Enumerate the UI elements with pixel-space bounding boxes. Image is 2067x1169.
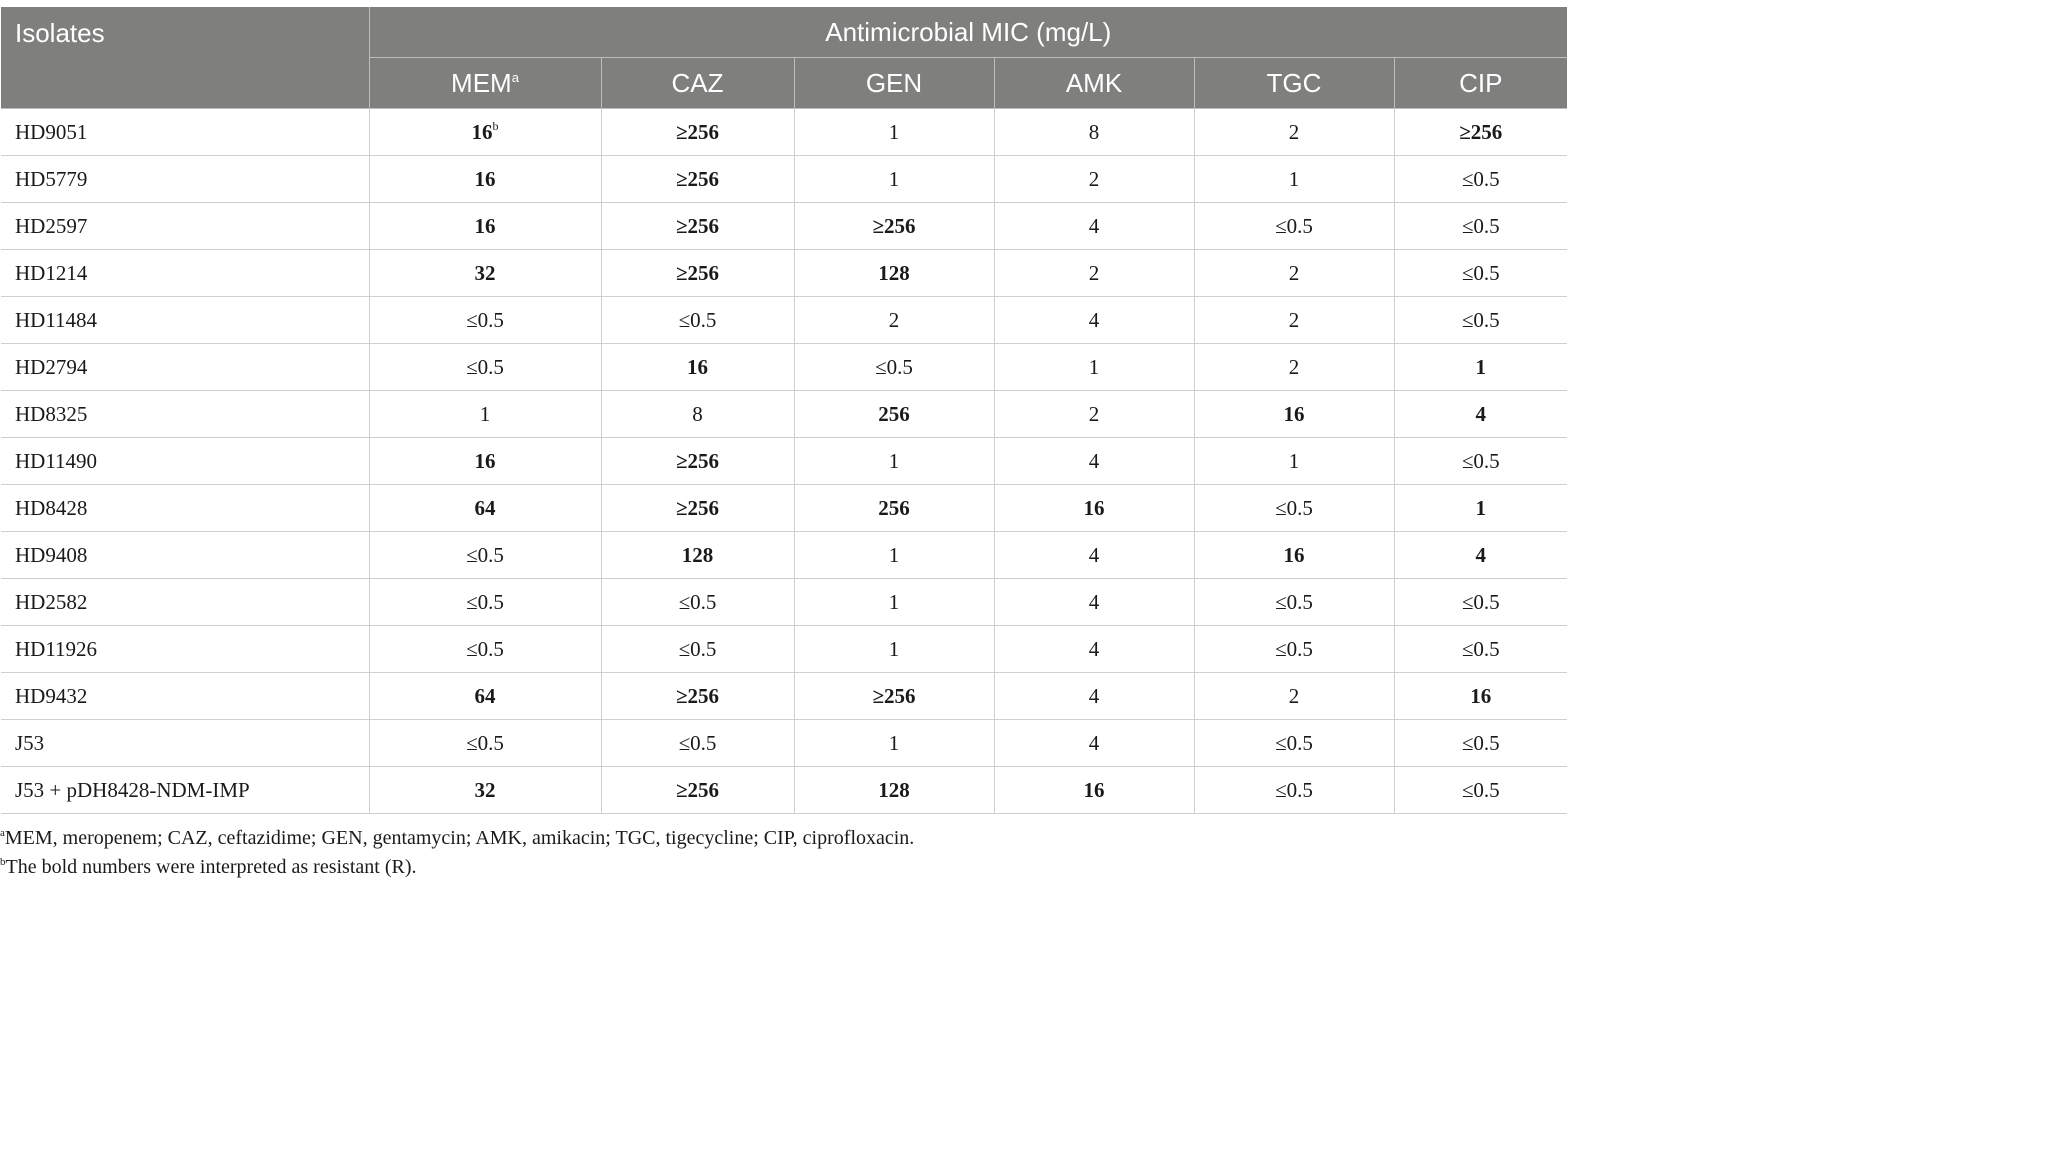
mic-value-cell xyxy=(369,203,601,250)
mic-value: 2 xyxy=(888,307,900,332)
mic-value: ≥256 xyxy=(675,166,720,191)
table-row xyxy=(1,720,1567,767)
table-row xyxy=(1,203,1567,250)
footnote-text: The bold numbers were interpreted as resistant (R). xyxy=(5,856,417,878)
mic-value: ≥256 xyxy=(675,119,720,144)
table-header xyxy=(1,7,1567,109)
mic-value-cell xyxy=(1394,720,1567,767)
mic-value: ≤0.5 xyxy=(1461,213,1500,238)
table-row xyxy=(1,626,1567,673)
mic-value: 2 xyxy=(1288,260,1300,285)
mic-value-cell xyxy=(1394,579,1567,626)
mic-value-cell xyxy=(994,485,1194,532)
isolate-cell: J53 + pDH8428-NDM-IMP xyxy=(1,767,369,814)
mic-value-cell xyxy=(794,203,994,250)
mic-value-cell xyxy=(369,767,601,814)
mic-value-cell xyxy=(369,297,601,344)
mic-value: 1 xyxy=(888,730,900,755)
mic-value-cell xyxy=(1194,203,1394,250)
isolate-cell: HD8428 xyxy=(1,485,369,532)
mic-value-cell xyxy=(1394,438,1567,485)
mic-value: 4 xyxy=(1088,589,1100,614)
mic-value: 256 xyxy=(878,495,910,520)
column-header-label: AMK xyxy=(1065,67,1123,98)
footnote-marker: b xyxy=(0,856,6,868)
mic-value-cell xyxy=(794,579,994,626)
mic-value: 128 xyxy=(878,260,910,285)
mic-value-cell xyxy=(994,391,1194,438)
mic-value: ≥256 xyxy=(1459,119,1503,144)
mic-value-cell xyxy=(994,297,1194,344)
isolate-cell: HD11926 xyxy=(1,626,369,673)
mic-value-cell xyxy=(1194,297,1394,344)
mic-value: 2 xyxy=(1088,401,1100,426)
table-row xyxy=(1,297,1567,344)
mic-value: 2 xyxy=(1088,166,1100,191)
mic-value-cell xyxy=(994,250,1194,297)
mic-value-cell xyxy=(369,156,601,203)
table-footnotes xyxy=(0,824,1560,882)
mic-value-cell xyxy=(1194,626,1394,673)
mic-value-cell xyxy=(1194,673,1394,720)
mic-value-cell xyxy=(369,579,601,626)
mic-value-cell xyxy=(369,344,601,391)
mic-value: 8 xyxy=(1088,119,1100,144)
mic-value: 1 xyxy=(888,448,900,473)
mic-value-cell xyxy=(1194,767,1394,814)
column-header-gen xyxy=(794,58,994,109)
isolate-cell: HD9051 xyxy=(1,109,369,156)
mic-value-cell xyxy=(794,250,994,297)
column-header-label: CIP xyxy=(1459,67,1503,98)
mic-value: 64 xyxy=(474,495,496,520)
mic-value-cell xyxy=(601,344,794,391)
mic-value-cell xyxy=(1194,391,1394,438)
column-header-label: MEM xyxy=(451,67,512,98)
mic-value-cell xyxy=(1394,109,1567,156)
mic-value: ≤0.5 xyxy=(1461,307,1500,332)
mic-value: 1 xyxy=(1475,354,1487,379)
mic-value-cell xyxy=(601,626,794,673)
mic-value-cell xyxy=(601,673,794,720)
mic-value: ≤0.5 xyxy=(1275,495,1313,520)
mic-value-cell xyxy=(1394,485,1567,532)
table-row xyxy=(1,485,1567,532)
mic-value-cell xyxy=(601,438,794,485)
mic-value-cell xyxy=(601,767,794,814)
table-row xyxy=(1,532,1567,579)
mic-value-cell xyxy=(369,626,601,673)
column-header-amk xyxy=(994,58,1194,109)
mic-value-cell xyxy=(794,720,994,767)
table-row xyxy=(1,344,1567,391)
column-header-tgc xyxy=(1194,58,1394,109)
mic-value: ≤0.5 xyxy=(466,307,504,332)
mic-value-cell xyxy=(601,579,794,626)
mic-value: 1 xyxy=(479,401,491,426)
footnote xyxy=(0,853,1560,882)
mic-value: 8 xyxy=(692,401,703,426)
mic-value-cell xyxy=(1194,438,1394,485)
mic-value-cell xyxy=(994,532,1194,579)
mic-value-cell xyxy=(1194,579,1394,626)
mic-value-cell xyxy=(601,156,794,203)
mic-value: ≥256 xyxy=(675,260,720,285)
column-header-label: GEN xyxy=(865,67,923,98)
mic-value: 128 xyxy=(878,777,910,802)
mic-value-cell xyxy=(601,485,794,532)
mic-value-cell xyxy=(1394,532,1567,579)
mic-value-cell xyxy=(794,626,994,673)
mic-value-cell xyxy=(794,438,994,485)
mic-value: ≤0.5 xyxy=(678,307,717,332)
mic-value: 4 xyxy=(1088,307,1100,332)
header-row-group xyxy=(1,7,1567,58)
mic-value-cell xyxy=(794,109,994,156)
mic-value: 16 xyxy=(474,448,496,473)
mic-value-cell xyxy=(994,673,1194,720)
mic-value: ≥256 xyxy=(675,495,720,520)
table-row xyxy=(1,109,1567,156)
mic-value-cell xyxy=(1394,250,1567,297)
mic-value: 16 xyxy=(1283,542,1305,567)
mic-value: 2 xyxy=(1288,119,1300,144)
isolates-header: Isolates xyxy=(1,7,369,109)
mic-value-cell xyxy=(601,250,794,297)
mic-value: ≥256 xyxy=(872,213,916,238)
mic-value-cell xyxy=(794,767,994,814)
mic-value-cell xyxy=(369,250,601,297)
mic-value-cell xyxy=(1194,532,1394,579)
mic-value-cell xyxy=(1194,344,1394,391)
mic-value-cell xyxy=(1394,297,1567,344)
mic-value: 1 xyxy=(888,542,900,567)
mic-value: ≤0.5 xyxy=(1275,589,1313,614)
footnote-marker: b xyxy=(492,118,499,133)
table-row xyxy=(1,579,1567,626)
footnote xyxy=(0,824,1560,853)
mic-value-cell xyxy=(1394,626,1567,673)
mic-value: 2 xyxy=(1288,307,1300,332)
mic-value: ≤0.5 xyxy=(1461,260,1500,285)
mic-value: ≤0.5 xyxy=(466,730,504,755)
isolate-cell: HD8325 xyxy=(1,391,369,438)
mic-value-cell xyxy=(994,344,1194,391)
column-header-label: TGC xyxy=(1266,67,1322,98)
mic-value: ≥256 xyxy=(872,683,916,708)
mic-value-cell xyxy=(1394,344,1567,391)
mic-value: ≥256 xyxy=(675,777,720,802)
mic-value-cell xyxy=(601,720,794,767)
mic-value-cell xyxy=(601,297,794,344)
mic-value-cell xyxy=(794,485,994,532)
isolate-cell: HD1214 xyxy=(1,250,369,297)
mic-value: ≤0.5 xyxy=(1275,730,1313,755)
mic-value: 1 xyxy=(1475,495,1487,520)
mic-value: 4 xyxy=(1088,448,1100,473)
mic-value: 1 xyxy=(888,589,900,614)
mic-value: ≤0.5 xyxy=(1461,730,1500,755)
mic-value: ≤0.5 xyxy=(1461,166,1500,191)
mic-value-cell xyxy=(1394,203,1567,250)
mic-value-cell xyxy=(1394,156,1567,203)
mic-value: 128 xyxy=(681,542,714,567)
mic-value-cell xyxy=(1194,250,1394,297)
mic-value-cell xyxy=(994,438,1194,485)
mic-value: 32 xyxy=(474,260,496,285)
mic-value: 256 xyxy=(878,401,910,426)
mic-value: ≥256 xyxy=(675,683,720,708)
isolate-cell: HD11484 xyxy=(1,297,369,344)
isolate-cell: HD9408 xyxy=(1,532,369,579)
mic-value: 2 xyxy=(1288,354,1300,379)
mic-value: 16 xyxy=(1470,683,1492,708)
isolate-cell: J53 xyxy=(1,720,369,767)
mic-value: 16 xyxy=(471,119,493,144)
mic-value-cell xyxy=(1394,391,1567,438)
mic-value: ≤0.5 xyxy=(466,542,504,567)
mic-value-cell xyxy=(994,767,1194,814)
footnote-text: MEM, meropenem; CAZ, ceftazidime; GEN, gentamycin; AMK, amikacin; TGC, tigecycline; CIP, ciprofloxacin. xyxy=(4,827,915,849)
mic-value: ≤0.5 xyxy=(1275,636,1313,661)
isolate-cell: HD11490 xyxy=(1,438,369,485)
mic-value: ≤0.5 xyxy=(1275,777,1313,802)
mic-value-cell xyxy=(369,109,601,156)
mic-value: 16 xyxy=(474,213,496,238)
mic-value: 1 xyxy=(1288,166,1300,191)
mic-value-cell xyxy=(601,391,794,438)
mic-value-cell xyxy=(601,109,794,156)
mic-value: ≤0.5 xyxy=(1461,448,1500,473)
mic-value: ≤0.5 xyxy=(1461,777,1500,802)
mic-value: 1 xyxy=(1088,354,1100,379)
mic-value: ≤0.5 xyxy=(1275,213,1313,238)
mic-value: ≤0.5 xyxy=(678,589,717,614)
isolate-cell: HD2794 xyxy=(1,344,369,391)
table-row xyxy=(1,391,1567,438)
isolate-cell: HD2582 xyxy=(1,579,369,626)
mic-value-cell xyxy=(994,109,1194,156)
mic-value: 4 xyxy=(1088,683,1100,708)
mic-value: 2 xyxy=(1088,260,1100,285)
mic-value-cell xyxy=(794,673,994,720)
footnote-marker: a xyxy=(511,69,519,85)
column-header-mem xyxy=(369,58,601,109)
mic-value: 32 xyxy=(474,777,496,802)
mic-value-cell xyxy=(794,297,994,344)
mic-value-cell xyxy=(994,156,1194,203)
mic-value: 16 xyxy=(1083,495,1105,520)
mic-value-cell xyxy=(994,626,1194,673)
mic-value: 4 xyxy=(1088,636,1100,661)
mic-value-cell xyxy=(601,532,794,579)
footnote-marker: a xyxy=(0,827,5,839)
mic-value-cell xyxy=(994,203,1194,250)
mic-value-cell xyxy=(1194,109,1394,156)
mic-value-cell xyxy=(794,391,994,438)
mic-value: ≤0.5 xyxy=(678,636,717,661)
mic-value: 4 xyxy=(1475,401,1487,426)
mic-value: 4 xyxy=(1088,542,1100,567)
mic-value: 4 xyxy=(1475,542,1487,567)
mic-value-cell xyxy=(369,391,601,438)
column-header-label: CAZ xyxy=(671,67,724,98)
mic-value: ≤0.5 xyxy=(875,354,913,379)
mic-value-cell xyxy=(794,532,994,579)
mic-value: ≤0.5 xyxy=(1461,636,1500,661)
mic-value: ≤0.5 xyxy=(678,730,717,755)
mic-value-cell xyxy=(994,720,1194,767)
table-row xyxy=(1,250,1567,297)
mic-value: 4 xyxy=(1088,730,1100,755)
mic-value: 16 xyxy=(1083,777,1105,802)
antimicrobial-mic-header: Antimicrobial MIC (mg/L) xyxy=(369,7,1567,58)
mic-value: ≤0.5 xyxy=(1461,589,1500,614)
table-row xyxy=(1,673,1567,720)
mic-value: 16 xyxy=(474,166,496,191)
mic-value-cell xyxy=(369,438,601,485)
column-header-caz xyxy=(601,58,794,109)
mic-value: 16 xyxy=(1283,401,1305,426)
mic-value-cell xyxy=(1194,720,1394,767)
mic-value-cell xyxy=(369,532,601,579)
mic-value-cell xyxy=(794,156,994,203)
mic-value-cell xyxy=(369,673,601,720)
mic-value-cell xyxy=(369,485,601,532)
column-header-cip xyxy=(1394,58,1567,109)
mic-value: 2 xyxy=(1288,683,1300,708)
mic-value-cell xyxy=(601,203,794,250)
mic-value-cell xyxy=(1194,485,1394,532)
mic-value-cell xyxy=(1394,673,1567,720)
mic-value: 4 xyxy=(1088,213,1100,238)
mic-value-cell xyxy=(1394,767,1567,814)
mic-value: 1 xyxy=(888,119,900,144)
table-row xyxy=(1,767,1567,814)
mic-table xyxy=(1,7,1567,814)
mic-value-cell xyxy=(369,720,601,767)
mic-value: ≥256 xyxy=(675,448,720,473)
mic-value: 64 xyxy=(474,683,496,708)
mic-value-cell xyxy=(994,579,1194,626)
mic-value: ≥256 xyxy=(675,213,720,238)
isolate-cell: HD9432 xyxy=(1,673,369,720)
mic-value: 16 xyxy=(687,354,708,379)
mic-value: 1 xyxy=(1288,448,1300,473)
table-row xyxy=(1,438,1567,485)
isolate-cell: HD2597 xyxy=(1,203,369,250)
mic-value: 1 xyxy=(888,166,900,191)
table-body xyxy=(1,109,1567,814)
mic-value: 1 xyxy=(888,636,900,661)
isolate-cell: HD5779 xyxy=(1,156,369,203)
mic-value: ≤0.5 xyxy=(466,354,504,379)
mic-value: ≤0.5 xyxy=(466,589,504,614)
mic-value: ≤0.5 xyxy=(466,636,504,661)
table-row xyxy=(1,156,1567,203)
mic-value-cell xyxy=(1194,156,1394,203)
mic-value-cell xyxy=(794,344,994,391)
